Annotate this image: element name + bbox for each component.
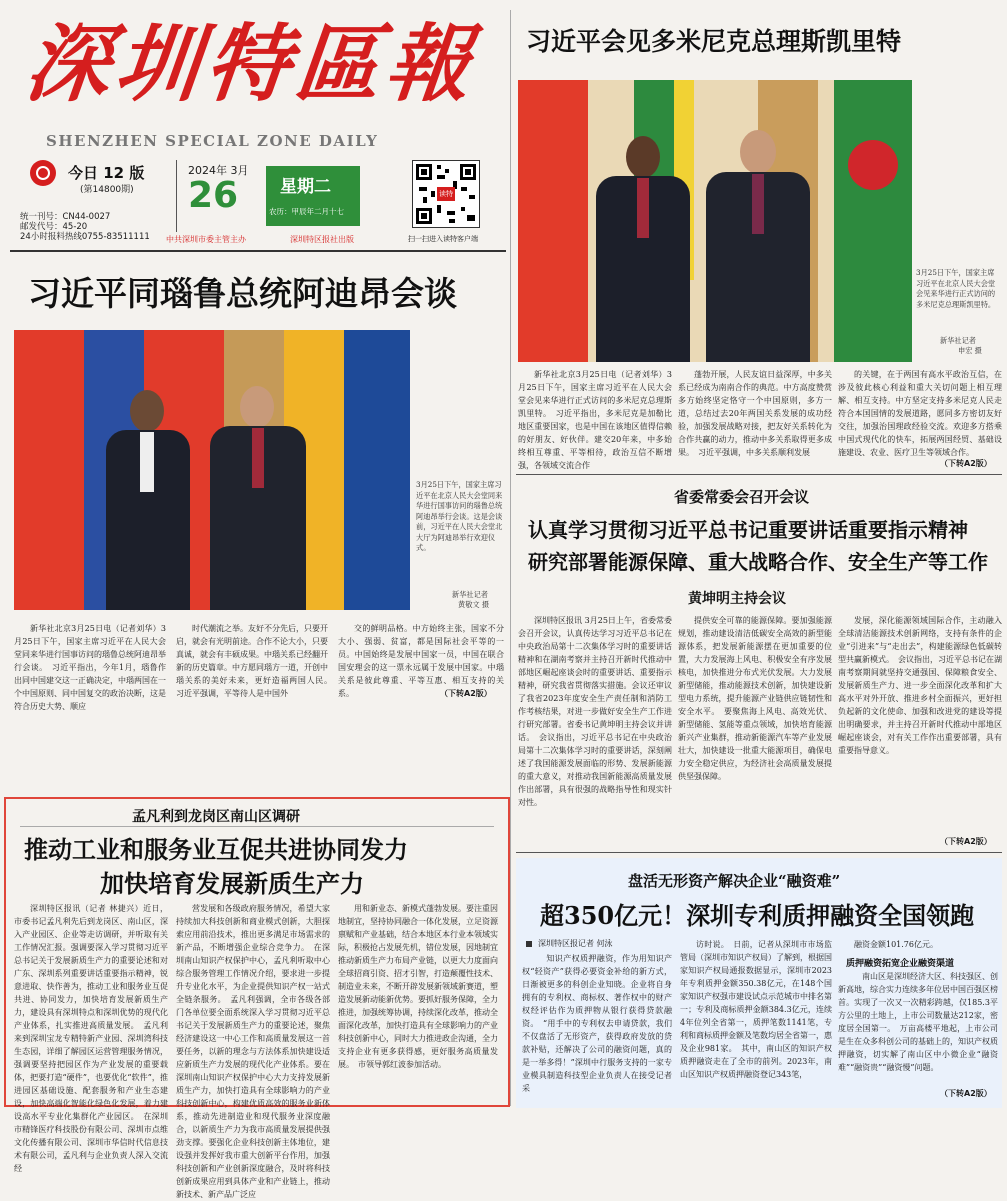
person-right xyxy=(210,386,306,610)
story5-kicker: 盘活无形资产解决企业“融资难” xyxy=(628,872,841,890)
story2-caption: 3月25日下午，国家主席习近平在北京人民大会堂会见来华进行正式访问的多米尼克总理斯凯里特。 xyxy=(916,268,996,309)
story3-body-col3: 发展，深化能源领域国际合作，主动融入全球清洁能源技术创新网络，支持有条件的企业“引进来”与“走出去”，构建能源绿色低碳转型共赢新模式。 会议指出，习近平总书记在湖南考察期间就坚持交通强国、保障粮食安全、发展新质生产力、进一步全面深化改革和扩大高水平对外开放、推进乡村全面振兴，更好担负起新的文化使命、加强和改进党的建设等提出明确要求，并主持召开新时代推动中部地区崛起座谈会，对有关工作作出重要部署，具有重要指导意义。 xyxy=(838,616,1002,755)
story1-body-col2: 时代潮流之举。友好不分先后，只要开启，就会有光明前途。合作不论大小，只要真诚，就会有丰硕成果。中瑙关系已经翻开新的历史篇章。中方愿同瑙方一道，开创中瑙关系的美好未来，更好造福两国人民。 习近平强调，平等待人是中国外 xyxy=(176,624,336,698)
story4-kicker: 孟凡利到龙岗区南山区调研 xyxy=(132,809,300,825)
newspaper-english-name: SHENZHEN SPECIAL ZONE DAILY xyxy=(46,132,379,150)
weekday-box xyxy=(266,166,360,226)
story5-body-col2: 访时说。 日前，记者从深圳市市场监管局（深圳市知识产权局）了解到，根据国家知识产权局通报数据显示，深圳市2023年专利质押金额350.38亿元，在148个国家知识产权强市建设试点示范城市中排名第一；专利及商标质押金额384.3亿元，连续4年位列全省第一，质押笔数1141笔，专利和商标质押金额及笔数均居全省第一，惠及企业981家。 其中，南山区的知识产权质押融资走在了全市的前列。2023年，南山区知识产权质押融资登记343笔， xyxy=(680,940,832,1079)
story3-body-col1: 深圳特区报讯 3月25日上午，省委常委会召开会议，认真传达学习习近平总书记在中央政治局第十二次集体学习时的重要讲话精神和在湖南考察并主持召开新时代推动中部地区崛起座谈会时的重要讲话、重要指示精神，研究我省贯彻落实措施。会议还审议了我省2023年度安全生产责任制和消防工作考核结果，对进一步做好安全生产工作进行研究部署。省委书记黄坤明主持会议并讲话。 会议指出，习近平总书记在中央政治局第十二次集体学习时的重要讲话，深刻阐述了我国能源发展面临的形势、发展新能源的重大意义，对推动我国新能源高质量发展作出部署，具有很强的战略指导性和现实针对性。 xyxy=(518,616,672,807)
story3-body-col2: 提供安全可靠的能源保障。要加强能源规划，推动建设清洁低碳安全高效的新型能源体系，把发展新能源摆在更加重要的位置，大力发展海上风电、积极安全有序发展核电，加快推进分布式光伏发展。大力发展新型储能，推动能源技术创新，加快建设新型电力系统，提升能源产业链供应链韧性和安全水平。 要聚焦海上风电、高效光伏、新型储能、氢能等重点领域，加快培育能源新兴产业集群，推动新能源汽车等产业发展壮大，加快建设一批重大能源项目，确保电力安全稳定供应，为经济社会高质量发展提供坚强保障。 xyxy=(678,616,832,781)
story2-body-col3: 的关键，在于两国有高水平政治互信，在涉及彼此核心利益和重大关切问题上相互理解、相互支持。中方坚定支持多米尼克人民走符合本国国情的发展道路，愿同多方密切友好交往，加强治国理政经验交流。欢迎多方搭乘中国式现代化的快车，拓展两国经贸、基础设施建设、农业、医疗卫生等领域合作。 xyxy=(838,370,1002,457)
story3-subheadline: 黄坤明主持会议 xyxy=(688,591,786,607)
brand-circle-icon xyxy=(30,160,56,186)
person-left xyxy=(106,390,190,610)
story3-continue[interactable]: （下转A2版） xyxy=(940,837,992,846)
story4-body-col2: 营发展和各级政府服务情况，希望大家持续加大科技创新和商业模式创新，大胆探索应用前沿技术，推出更多满足市场需求的新产品，不断增强企业综合竞争力。 在深圳南山知识产权保护中心，孟凡利听取中心综合服务管理工作情况介绍，要求进一步提升专业化水平，为企业提供知识产权一站式全链条服务。 孟凡利强调，全市各级各部门各单位要全面系统深入学习贯彻习近平总书记关于发展新质生产力的重要论述，聚焦经济建设这一中心工作和高质量发展这一首要任务，以新的理念与方法体系加快建设适应新质生产力发展的现代化产业体系。要在深圳南山知识产权保护中心大力支持发展新质生产力，加快打造具有全球影响力的产业科技创新中心，构建优质高效的服务业新体系，推动先进制造业和现代服务业深度融合，以新质生产力为我市高质量发展提供强劲支撑。要强化企业科技创新主体地位，建设强并发挥好我市重大创新平台作用，加强科技创新和产业创新深度融合，及时将科技创新成果应用到具体产业和产业链上，推动新技术、新产品广泛应 xyxy=(176,904,330,1199)
story3-headline-line2[interactable]: 研究部署能源保障、重大战略合作、安全生产等工作 xyxy=(528,550,988,574)
info-post: 邮发代号：45-20 xyxy=(20,222,88,232)
person-left xyxy=(596,136,690,362)
story5-byline: 深圳特区报记者 何泳 xyxy=(538,939,613,948)
sponsor-secondary: 深圳特区报社出版 xyxy=(290,235,354,244)
issue-number: (第14800期) xyxy=(80,185,134,195)
story2-continue[interactable]: （下转A2版） xyxy=(940,459,992,468)
story5-subheadline: 质押融资拓宽企业融资渠道 xyxy=(846,959,955,969)
qr-code[interactable] xyxy=(412,160,480,228)
story5-body-col1: 知识产权质押融资，作为用知识产权“轻资产”获得必要资金补给的新方式，日渐被更多的科创企业知晓。企业将自身拥有的专利权、商标权、著作权中的财产权经评估作为质押物从银行获得贷款融资。 “用手中的专利权去申请贷款，我们不仅盘活了无形资产，获得政府发放的贷款补贴，还解决了公司的融资问题，真的是一举多得！”深圳中行服务支持的一家专业模具制造科技型企业负责人在接受记者采 xyxy=(522,954,672,1093)
story1-credit-org: 新华社记者 xyxy=(452,590,488,599)
info-hotline: 24小时报料热线0755-83511111 xyxy=(20,232,150,242)
story1-body-col3: 交的鲜明品格。中方始终主张，国家不分大小、强弱、贫富，都是国际社会平等的一员。中国始终是发展中国家一员，中国在联合国安理会的这一票永远属于发展中国家。中瑙关系是彼此尊重、平等互惠、相互支持的关系。 xyxy=(338,624,504,698)
story5-byline-icon xyxy=(526,941,532,947)
info-cn: 统一刊号：CN44-0027 xyxy=(20,212,111,222)
story2-credit-name: 申宏 摄 xyxy=(958,346,982,355)
story4-body-col1: 深圳特区报讯（记者 林捷兴）近日，市委书记孟凡利先后到龙岗区、南山区，深入产业园区、企业等走访调研，并听取有关工作情况汇报。强调要深入学习贯彻习近平总书记关于发展新质生产力的重要论述和对广东、深圳系列重要讲话重要指示精神，锐意进取、快作善为，推动工业和服务业互促共进、协同发力，加快培育发展新质生产力，建设具有深圳特点和深圳优势的现代化产业体系，扎实推进高质量发展。 孟凡利来到深圳宝龙专精特新产业园、深圳湾科技生态园，详细了解园区运营管理服务情况，强调要坚持把园区作为产业发展的重要载体，把要打造“硬件”，也要优化“软件”，推进园区基础设施、配套服务和产业生态建设，加快高端化智能化绿色化发展，着力建设高水平专业化集群化产业园区。 在深圳市精锋医疗科技股份有限公司、深圳市点维文化传播有限公司、深圳市华信时代信息技术有限公司，孟凡利与企业负责人深入交流经 xyxy=(14,904,168,1173)
story1-photo xyxy=(14,330,410,610)
page-count: 今日 12 版 xyxy=(68,164,145,182)
story3-kicker: 省委常委会召开会议 xyxy=(674,488,810,506)
story2-body-col1: 新华社北京3月25日电（记者刘华）3月25日下午，国家主席习近平在人民大会堂会见来华进行正式访问的多米尼克总理斯凯里特。 习近平指出，多米尼克是加勒比地区重要国家，也是中国在该地区值得信赖的好朋友、好伙伴。建交20年来，中多始终相互尊重、平等相待，政治互信不断增强，各领域交流合作 xyxy=(518,370,672,470)
story5-body-col3b: 南山区是深圳经济大区、科技强区、创新高地，综合实力连续多年位居中国百强区榜首。实现了一次又一次精彩跨越，仅185.3平方公里的土地上，上市公司数量达212家，密度居全国第一。 万亩高楼平地起，上市公司是生在众多科创公司的基础上的，知识产权质押融资，切实解了南山区中小微企业“融资难”“融资贵”“融资慢”问题。 xyxy=(838,972,998,1072)
story1-credit-name: 黄敬文 摄 xyxy=(458,600,490,609)
story5-headline[interactable]: 超350亿元！深圳专利质押融资全国领跑 xyxy=(540,901,975,930)
story2-body-col2: 蓬勃开展，人民友谊日益深厚，中多关系已经成为南南合作的典范。中方高度赞赏多方始终坚定恪守一个中国原则，多方一道，总结过去20年两国关系发展的成功经验，加强发展战略对接，把友好关系转化为合作共赢的动力，推动中多关系取得更多成果。 习近平强调，中多关系顺利发展 xyxy=(678,370,832,457)
story2-photo xyxy=(518,80,912,362)
date-year-month: 2024年 3月 xyxy=(188,164,249,177)
story1-headline[interactable]: 习近平同瑙鲁总统阿迪昂会谈 xyxy=(28,274,457,313)
story1-caption: 3月25日下午，国家主席习近平在北京人民大会堂同来华进行国事访问的瑙鲁总统阿迪昂举行会谈。这是会谈前，习近平在人民大会堂北大厅为阿迪昂举行欢迎仪式。 xyxy=(416,480,503,552)
story4-headline-line2[interactable]: 加快培育发展新质生产力 xyxy=(100,869,364,898)
weekday: 星期二 xyxy=(280,177,331,197)
qr-caption: 扫一扫进入读特客户端 xyxy=(408,235,478,243)
story4-headline-line1[interactable]: 推动工业和服务业互促共进协同发力 xyxy=(24,835,408,864)
story3-headline-line1[interactable]: 认真学习贯彻习近平总书记重要讲话重要指示精神 xyxy=(528,518,968,542)
story2-credit-org: 新华社记者 xyxy=(940,336,976,345)
qr-app-label: 读特 xyxy=(437,187,455,201)
person-right xyxy=(706,130,810,362)
story1-body-col1: 新华社北京3月25日电（记者刘华）3月25日下午，国家主席习近平在人民大会堂同来华进行国事访问的瑙鲁总统阿迪昂举行会谈。 习近平指出，今年1月，瑙鲁作出同中国建交这一正确决定，中瑙两国在一个中国原则、同中国复交的政治决断，这是符合历史大势、顺应 xyxy=(14,624,166,711)
sponsor-primary: 中共深圳市委主管主办 xyxy=(166,235,246,244)
story4-body-col3: 用和新业态、新模式蓬勃发展。要注重因地制宜，坚持协同融合一体化发展，立足资源禀赋和产业基础，结合本地区本行业本领域实际，积极抢占发展先机，错位发展，因地制宜推动新质生产力布局产业链，以更大力度面向全球招商引资、招才引智，打造颠覆性技术、制造业未来，不断开辟发展新领域新赛道，塑造发展新动能新优势。要抓好服务保障，全力推进，加强统筹协调，持续深化改革，推动全面深化改革，加快打造具有全球影响力的产业科技创新中心，同时大力推进政企沟通，全力支持企业有更多获得感，更好服务高质量发展。 市领导郭红波参加活动。 xyxy=(338,904,498,1069)
newspaper-logo: 深圳特區報 xyxy=(20,14,482,113)
masthead xyxy=(0,0,510,250)
lunar-date: 农历：甲辰年二月十七 xyxy=(269,207,344,216)
date-day: 26 xyxy=(188,175,239,216)
story5-body-col3: 融资金额101.76亿元。 xyxy=(854,940,938,949)
story5-continue[interactable]: （下转A2版） xyxy=(940,1089,992,1098)
story1-continue[interactable]: （下转A2版） xyxy=(440,689,492,698)
story2-headline[interactable]: 习近平会见多米尼克总理斯凯里特 xyxy=(526,27,902,56)
